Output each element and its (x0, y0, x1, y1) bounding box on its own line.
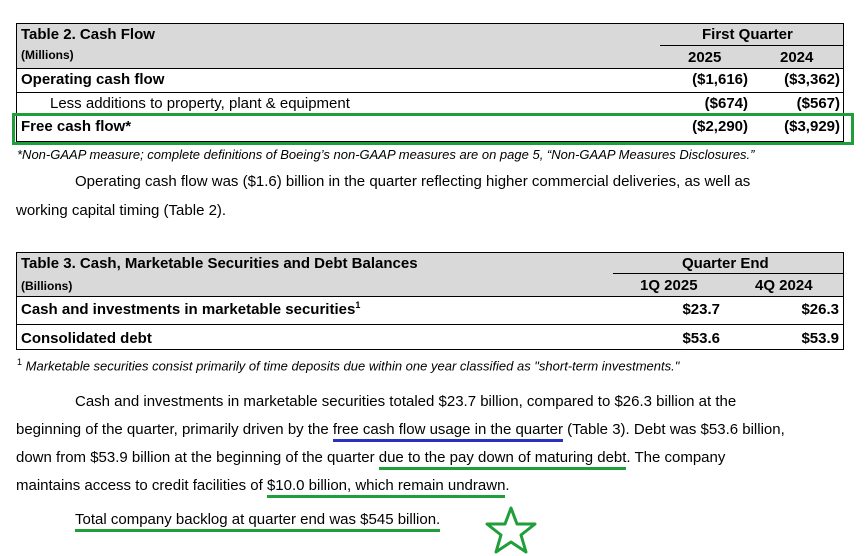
table3-row-value: $26.3 (801, 301, 839, 318)
green-underline-highlight: $10.0 billion, which remain undrawn (267, 477, 505, 498)
table2-row-value: ($567) (796, 95, 840, 112)
paragraph-line: maintains access to credit facilities of $10.0 billion, which remain undrawn. (16, 472, 510, 500)
backlog-sentence: Total company backlog at quarter end was $545 billion. (75, 506, 440, 534)
paragraph-line: working capital timing (Table 2). (16, 202, 227, 219)
table3-period-rule (613, 273, 844, 274)
paragraph-line: Cash and investments in marketable securities totaled $23.7 billion, compared to $26.3 billion at the (75, 393, 737, 410)
table2-row-value: ($2,290) (692, 118, 748, 135)
row-divider (16, 324, 844, 325)
free-cash-flow-highlight-box (12, 113, 854, 145)
table3-footnote: $^1$ Marketable securities consist primarily of time deposits due within one year classified as "short-term investments." (17, 357, 680, 374)
table3-col-4q2024: 4Q 2024 (755, 277, 813, 294)
table2-header-border (16, 68, 844, 69)
table2-row-value: ($3,929) (784, 118, 840, 135)
table3-title: Table 3. Cash, Marketable Securities and Debt Balances (21, 255, 418, 272)
table3-period-header: Quarter End (682, 255, 769, 272)
table2-col-2024: 2024 (780, 49, 814, 66)
table2-row-label: Free cash flow* (21, 118, 132, 135)
table3-row-value: $53.6 (682, 330, 720, 347)
table3-row-value: $23.7 (682, 301, 720, 318)
table3-units: (Billions) (21, 279, 73, 293)
table3-right-border (843, 252, 844, 350)
table2-col-2025: 2025 (688, 49, 722, 66)
table2-row-label: Operating cash flow (21, 71, 165, 88)
table2-row-value: ($1,616) (692, 71, 748, 88)
paragraph-line: Operating cash flow was ($1.6) billion in the quarter reflecting higher commercial deliveries, as well as (75, 173, 751, 190)
footnote-marker: 1 (355, 300, 361, 310)
paragraph-line: beginning of the quarter, primarily driven by the free cash flow usage in the quarter (Table 3). Debt was $53.6 billion, (16, 416, 785, 444)
table2-period-rule (660, 45, 844, 46)
table2-row-label: Less additions to property, plant & equipment (50, 95, 350, 112)
table2-footnote: *Non-GAAP measure; complete definitions of Boeing’s non-GAAP measures are on page 5, “Non-GAAP Measures Disclosures.” (17, 147, 755, 162)
table3-row-label: Cash and investments in marketable securities$^1$ (21, 300, 361, 318)
table3-left-border (16, 252, 17, 350)
table3-col-1q2025: 1Q 2025 (640, 277, 698, 294)
table2-row-value: ($674) (704, 95, 748, 112)
blue-underline-highlight: free cash flow usage in the quarter (333, 421, 563, 442)
table2-period-header: First Quarter (702, 26, 793, 43)
table2-row-value: ($3,362) (784, 71, 840, 88)
table2-units: (Millions) (21, 48, 74, 62)
row-divider (16, 92, 844, 93)
table2-title: Table 2. Cash Flow (21, 26, 155, 43)
green-underline-highlight: due to the pay down of maturing debt (379, 449, 627, 470)
table3-bottom-border (16, 349, 844, 350)
table3-row-label: Consolidated debt (21, 330, 152, 347)
star-icon (484, 505, 538, 555)
table2-top-border (16, 23, 844, 24)
paragraph-line: down from $53.9 billion at the beginning of the quarter due to the pay down of maturing debt. The company (16, 444, 725, 472)
table3-header-border (16, 296, 844, 297)
table3-top-border (16, 252, 844, 253)
table3-row-value: $53.9 (801, 330, 839, 347)
